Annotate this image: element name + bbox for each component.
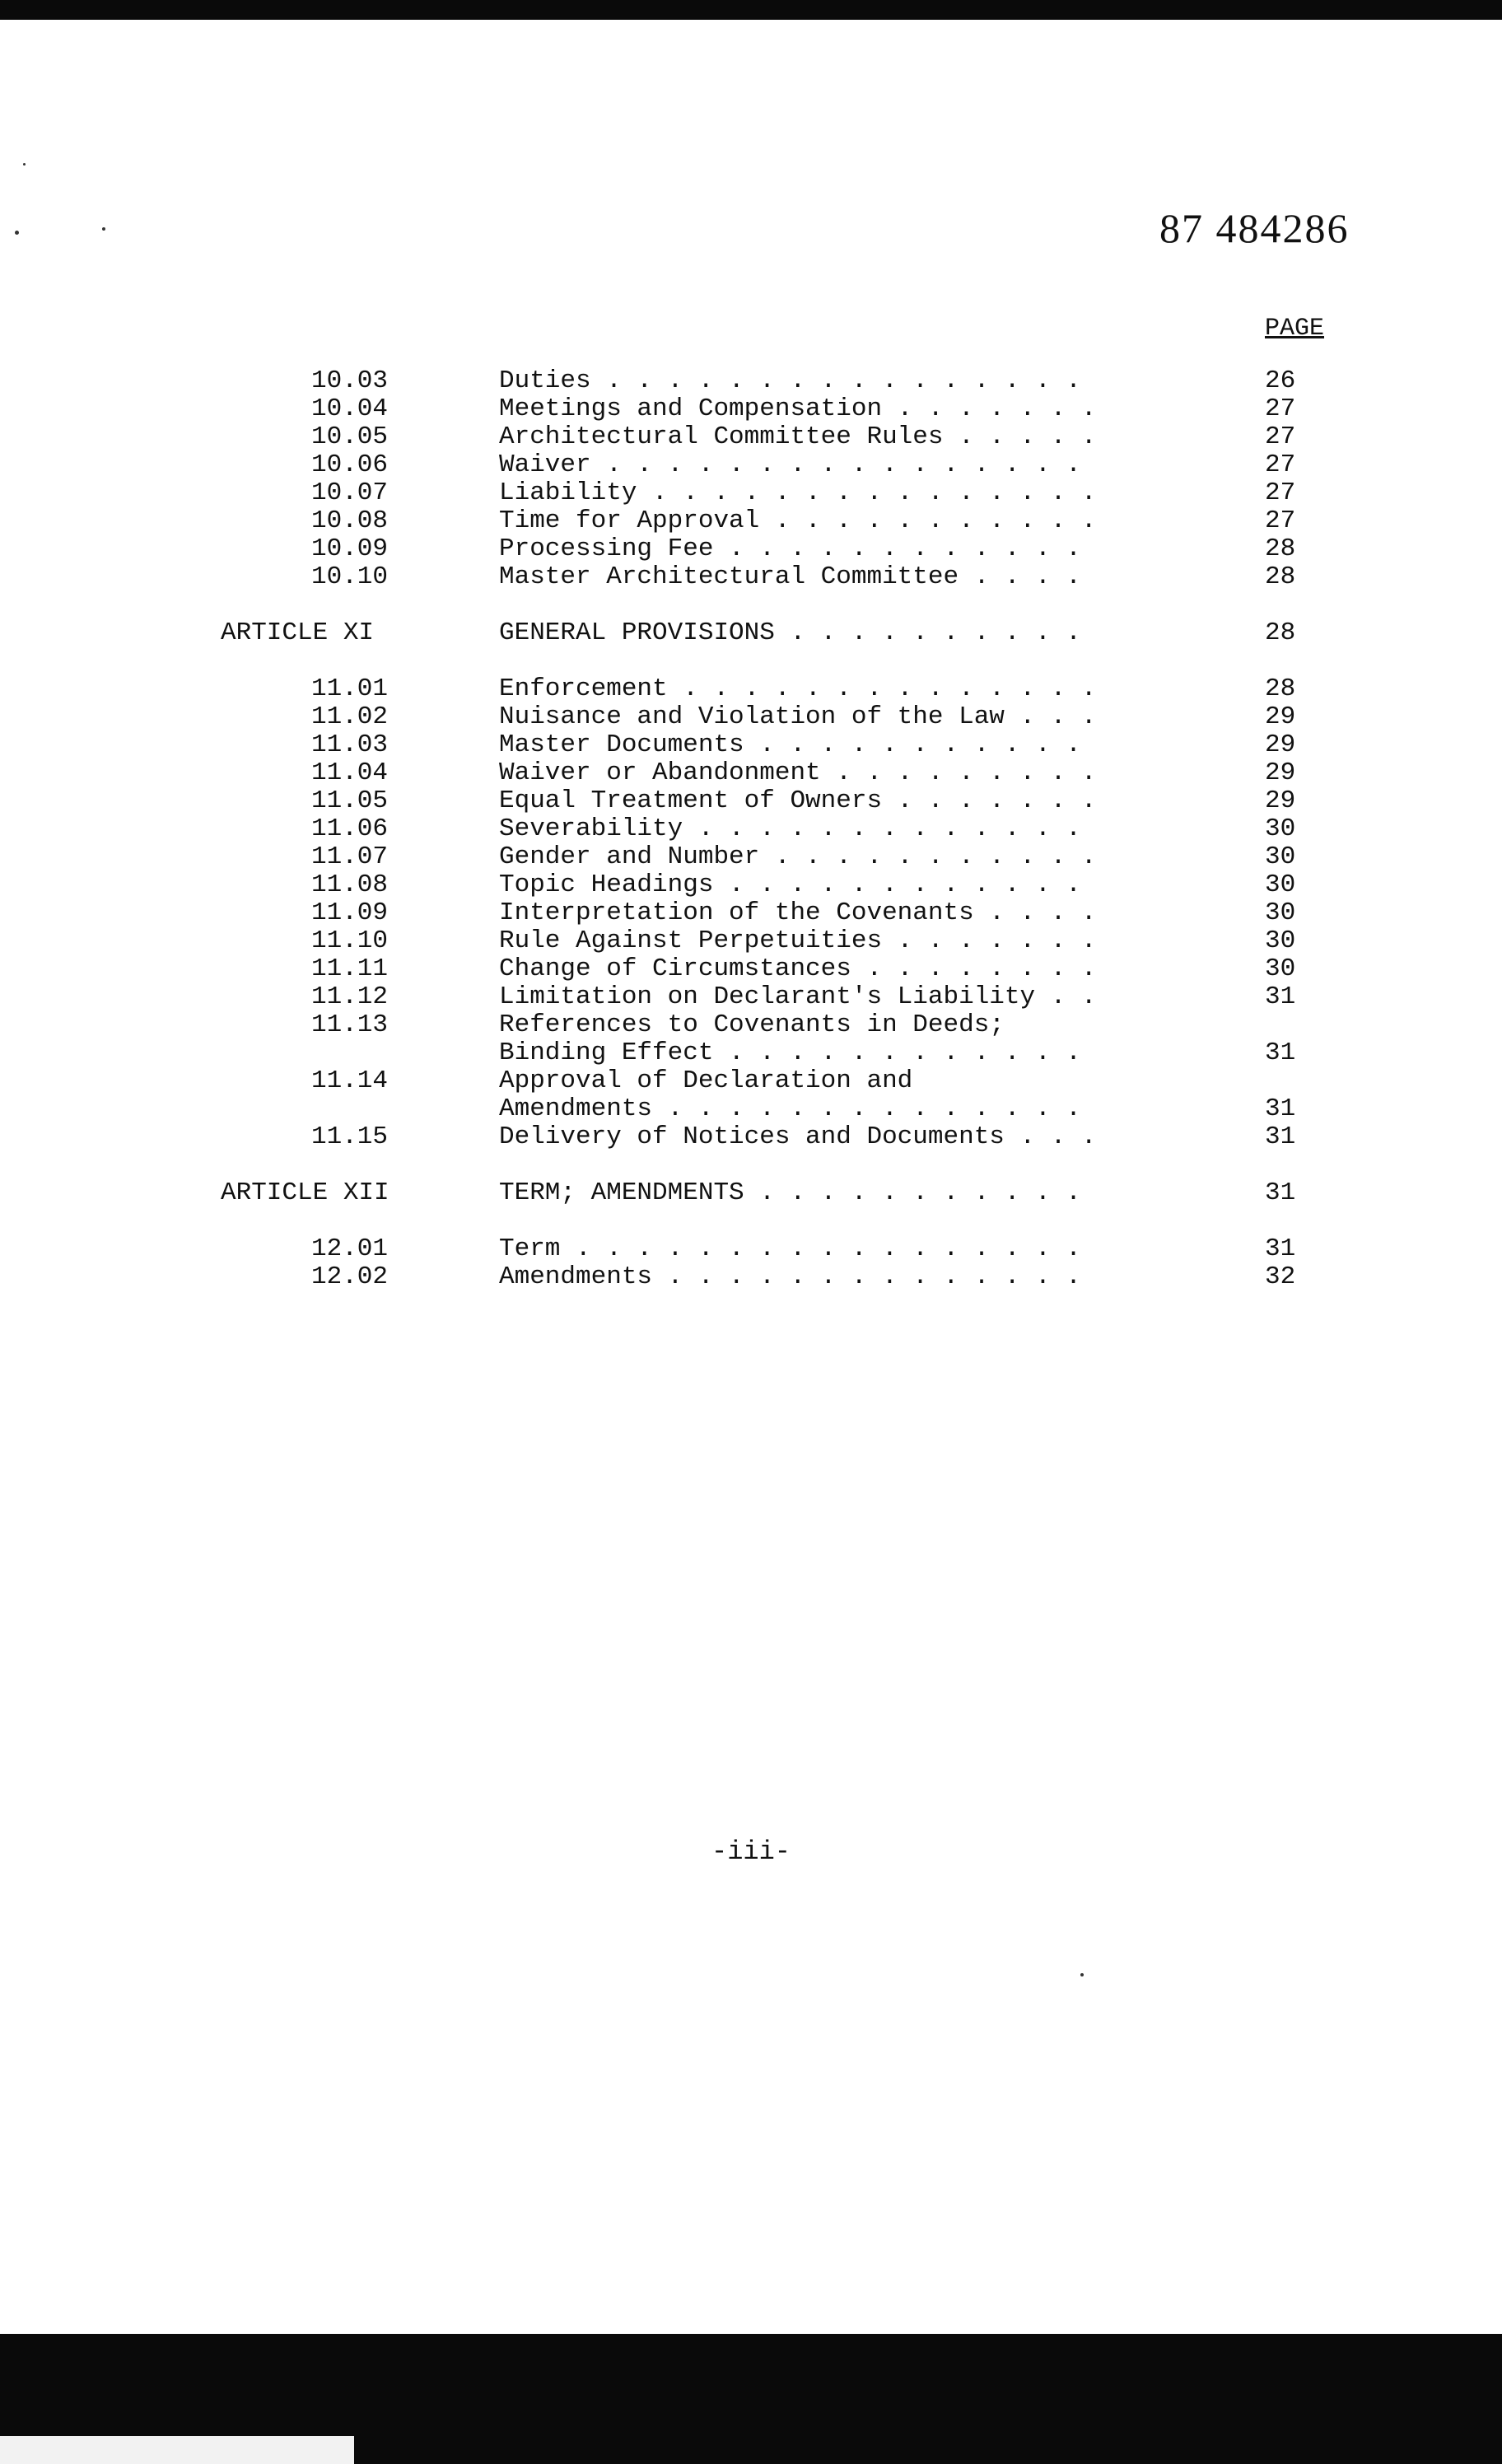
section-title: Interpretation of the Covenants . . . .: [499, 899, 1097, 927]
page-number: 29: [1265, 758, 1296, 787]
section-title: Processing Fee . . . . . . . . . . . .: [499, 535, 1081, 563]
section-number: 11.11: [311, 954, 389, 983]
section-title: Equal Treatment of Owners . . . . . . .: [499, 787, 1097, 815]
page-number: 27: [1265, 422, 1296, 451]
page-number: 31: [1265, 1178, 1296, 1207]
toc-row: [0, 675, 1502, 703]
page-number: 27: [1265, 394, 1296, 423]
section-title: Severability . . . . . . . . . . . . .: [499, 815, 1081, 843]
toc-row: [0, 1123, 1502, 1151]
section-number: 11.05: [311, 786, 389, 815]
section-number: 11.02: [311, 702, 389, 731]
page-number: 32: [1265, 1262, 1296, 1291]
toc-row: [0, 507, 1502, 535]
toc-row: [0, 367, 1502, 395]
page-number: 28: [1265, 562, 1296, 591]
page-number: 27: [1265, 506, 1296, 535]
scan-top-border: [0, 0, 1502, 20]
page-number: 31: [1265, 982, 1296, 1011]
toc-row: [0, 787, 1502, 815]
toc-row: [0, 815, 1502, 843]
section-title: Master Architectural Committee . . . .: [499, 563, 1081, 591]
toc-row: [0, 703, 1502, 731]
section-number: 11.03: [311, 730, 389, 759]
page-number: 27: [1265, 450, 1296, 479]
toc-row: [0, 843, 1502, 871]
page-number: 30: [1265, 898, 1296, 927]
scan-speck: [102, 227, 105, 231]
section-title: Amendments . . . . . . . . . . . . . .: [499, 1263, 1081, 1291]
toc-row: [0, 423, 1502, 451]
section-number: 10.04: [311, 394, 389, 423]
section-number: 10.03: [311, 366, 389, 395]
section-title: Delivery of Notices and Documents . . .: [499, 1123, 1097, 1151]
toc-row: [0, 899, 1502, 927]
section-number: 11.09: [311, 898, 389, 927]
section-title: Amendments . . . . . . . . . . . . . .: [499, 1095, 1081, 1123]
page-number: 31: [1265, 1234, 1296, 1263]
toc-row: [0, 1067, 1502, 1095]
section-title: Topic Headings . . . . . . . . . . . .: [499, 871, 1081, 899]
table-of-contents: [0, 367, 1502, 1291]
section-number: 11.10: [311, 926, 389, 955]
page-number: 27: [1265, 478, 1296, 507]
section-number: 10.07: [311, 478, 389, 507]
section-title: Limitation on Declarant's Liability . .: [499, 983, 1097, 1011]
section-title: Binding Effect . . . . . . . . . . . .: [499, 1039, 1081, 1067]
toc-row: [0, 535, 1502, 563]
section-number: 11.14: [311, 1066, 389, 1095]
page-number: 28: [1265, 534, 1296, 563]
section-number: 11.15: [311, 1122, 389, 1151]
toc-row: [0, 955, 1502, 983]
section-number: 11.01: [311, 674, 389, 703]
section-title: Waiver . . . . . . . . . . . . . . . .: [499, 451, 1081, 479]
section-title: Architectural Committee Rules . . . . .: [499, 423, 1097, 451]
section-title: Time for Approval . . . . . . . . . . .: [499, 507, 1097, 535]
page-number: 29: [1265, 730, 1296, 759]
scan-edge-strip: [0, 2436, 354, 2464]
article-title: GENERAL PROVISIONS . . . . . . . . . .: [499, 619, 1081, 647]
section-number: 10.05: [311, 422, 389, 451]
page-number: 31: [1265, 1038, 1296, 1067]
section-number: 11.06: [311, 814, 389, 843]
page-number: 30: [1265, 954, 1296, 983]
scan-speck: [1080, 1973, 1084, 1976]
page-number: 30: [1265, 842, 1296, 871]
section-number: 11.04: [311, 758, 389, 787]
section-title: Gender and Number . . . . . . . . . . .: [499, 843, 1097, 871]
page-footer-number: -iii-: [711, 1836, 791, 1867]
page-column-header: PAGE: [1265, 315, 1325, 343]
page-number: 31: [1265, 1122, 1296, 1151]
toc-row: [0, 731, 1502, 759]
section-number: 10.06: [311, 450, 389, 479]
section-title: Duties . . . . . . . . . . . . . . . .: [499, 367, 1081, 395]
section-number: 10.08: [311, 506, 389, 535]
page-number: 29: [1265, 702, 1296, 731]
toc-row: [0, 1263, 1502, 1291]
page-number: 31: [1265, 1094, 1296, 1123]
page-number: 30: [1265, 814, 1296, 843]
toc-row: [0, 395, 1502, 423]
section-number: 10.09: [311, 534, 389, 563]
toc-row: [0, 563, 1502, 591]
toc-row: [0, 451, 1502, 479]
toc-row: [0, 1235, 1502, 1263]
scan-speck: [23, 163, 26, 166]
page-number: 28: [1265, 674, 1296, 703]
section-title: Rule Against Perpetuities . . . . . . .: [499, 927, 1097, 955]
document-number: 87 484286: [1159, 205, 1350, 251]
toc-row: [0, 759, 1502, 787]
section-number: 12.01: [311, 1234, 389, 1263]
section-title: Enforcement . . . . . . . . . . . . . .: [499, 675, 1097, 703]
section-title: References to Covenants in Deeds;: [499, 1011, 1005, 1039]
toc-row: [0, 927, 1502, 955]
page-number: 29: [1265, 786, 1296, 815]
page-number: 26: [1265, 366, 1296, 395]
toc-row: [0, 983, 1502, 1011]
section-title: Approval of Declaration and: [499, 1067, 913, 1095]
toc-row: [0, 1011, 1502, 1039]
toc-row-continuation: [0, 1039, 1502, 1067]
section-number: 12.02: [311, 1262, 389, 1291]
toc-row-continuation: [0, 1095, 1502, 1123]
toc-row: [0, 871, 1502, 899]
section-title: Meetings and Compensation . . . . . . .: [499, 395, 1097, 423]
section-title: Nuisance and Violation of the Law . . .: [499, 703, 1097, 731]
article-number: ARTICLE XII: [221, 1178, 389, 1207]
section-title: Master Documents . . . . . . . . . . .: [499, 731, 1081, 759]
section-title: Change of Circumstances . . . . . . . .: [499, 955, 1097, 983]
section-number: 11.07: [311, 842, 389, 871]
article-number: ARTICLE XI: [221, 618, 375, 647]
section-number: 11.08: [311, 870, 389, 899]
scan-speck: [15, 231, 19, 235]
section-number: 10.10: [311, 562, 389, 591]
section-number: 11.12: [311, 982, 389, 1011]
page-number: 28: [1265, 618, 1296, 647]
section-title: Liability . . . . . . . . . . . . . . .: [499, 479, 1097, 507]
section-number: 11.13: [311, 1010, 389, 1039]
toc-article-row: [0, 1179, 1502, 1207]
toc-row: [0, 479, 1502, 507]
page-number: 30: [1265, 870, 1296, 899]
article-title: TERM; AMENDMENTS . . . . . . . . . . .: [499, 1179, 1081, 1207]
section-title: Term . . . . . . . . . . . . . . . . .: [499, 1235, 1081, 1263]
section-title: Waiver or Abandonment . . . . . . . . .: [499, 759, 1097, 787]
page-number: 30: [1265, 926, 1296, 955]
toc-article-row: [0, 619, 1502, 647]
